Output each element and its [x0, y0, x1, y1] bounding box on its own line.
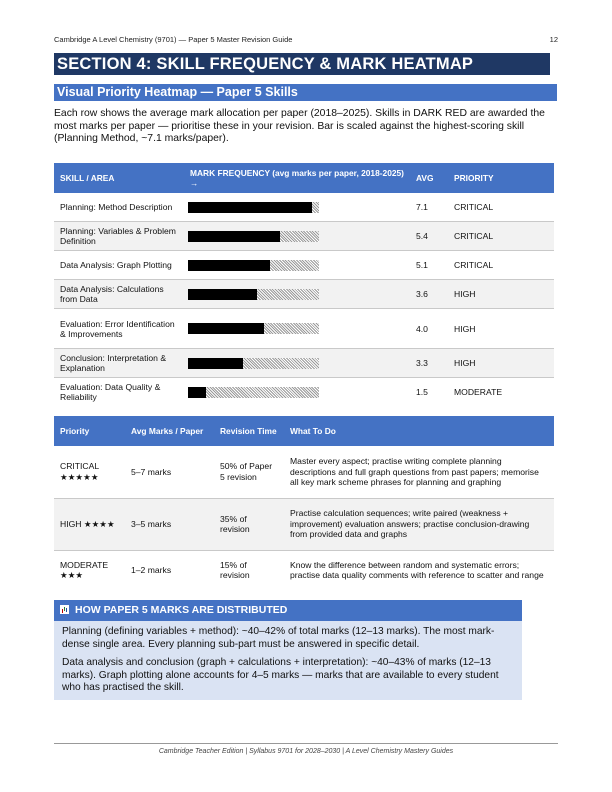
header-title: Cambridge A Level Chemistry (9701) — Paper 5 Master Revision Guide	[54, 35, 293, 44]
bar-remainder	[257, 289, 319, 300]
priority-label: CRITICAL	[448, 222, 554, 251]
footer-divider	[54, 743, 558, 744]
priority-row	[54, 550, 554, 590]
priority-label: CRITICAL	[448, 251, 554, 280]
avg-value: 1.5	[416, 387, 428, 397]
heatmap-row	[54, 349, 554, 378]
bar-fill	[188, 231, 280, 242]
bar-fill	[188, 323, 264, 334]
frequency-bar	[188, 260, 334, 271]
bar-chart-icon	[60, 605, 69, 614]
avg-marks: 3–5 marks	[125, 498, 214, 550]
heatmap-row	[54, 378, 554, 407]
frequency-bar	[188, 202, 334, 213]
revision-time: 15% of revision	[220, 559, 250, 581]
avg-value: 5.4	[410, 222, 448, 251]
frequency-bar	[188, 323, 334, 334]
revision-time: 35% of revision	[214, 498, 284, 550]
skill-heatmap-table	[54, 163, 554, 406]
skill-name: Evaluation: Error Identification & Improvements	[54, 309, 184, 349]
priority-header-row	[54, 416, 554, 446]
revision-time: 50% of Paper 5 revision	[214, 446, 284, 498]
frequency-bar	[188, 231, 334, 242]
heatmap-row	[54, 222, 554, 251]
bar-fill	[188, 358, 243, 369]
priority-row	[54, 446, 554, 498]
bar-remainder	[270, 260, 319, 271]
col-frequency: MARK FREQUENCY (avg marks per paper, 2018-2025) →	[184, 163, 410, 193]
page-footer: Cambridge Teacher Edition | Syllabus 9701 for 2028–2030 | A Level Chemistry Mastery Guides	[158, 748, 454, 755]
what-to-do: Practise calculation sequences; write paired (weakness + improvement) evaluation answers; practise conclusion-drawing from provided data and graphs	[284, 498, 554, 550]
avg-value: 3.6	[410, 280, 448, 309]
heatmap-row	[54, 280, 554, 309]
frequency-bar	[188, 358, 334, 369]
heatmap-row	[54, 251, 554, 280]
col-priority: PRIORITY	[448, 163, 554, 193]
distribution-box-header	[54, 600, 522, 621]
priority-label: MODERATE	[454, 387, 503, 397]
priority-label: HIGH	[448, 349, 554, 378]
priority-level: HIGH ★★★★	[54, 498, 125, 550]
bar-fill	[188, 260, 270, 271]
frequency-bar	[188, 289, 334, 300]
bar-remainder	[280, 231, 319, 242]
heatmap-row	[54, 193, 554, 222]
avg-value: 7.1	[410, 193, 448, 222]
col-skill: SKILL / AREA	[54, 163, 184, 193]
priority-level: CRITICAL ★★★★★	[54, 446, 125, 498]
avg-marks: 1–2 marks	[131, 565, 172, 575]
bar-fill	[188, 289, 257, 300]
intro-paragraph: Each row shows the average mark allocation per paper (2018–2025). Skills in DARK RED are awarded the most marks per paper — prioritise these in your revision. Bar is scaled against the highest-scoring skill (Planning Method, ~7.1 marks/paper).	[54, 108, 545, 144]
avg-value: 5.1	[410, 251, 448, 280]
priority-label: HIGH	[448, 280, 554, 309]
distribution-box-title: HOW PAPER 5 MARKS ARE DISTRIBUTED	[75, 604, 288, 616]
subsection-title: Visual Priority Heatmap — Paper 5 Skills	[54, 84, 557, 101]
marks-distribution-box	[54, 600, 522, 700]
skill-name: Planning: Method Description	[54, 193, 184, 222]
col-avg-marks: Avg Marks / Paper	[125, 416, 214, 446]
col-revision-time: Revision Time	[214, 416, 284, 446]
bar-remainder	[243, 358, 319, 369]
skill-name: Data Analysis: Graph Plotting	[54, 251, 184, 280]
skill-name: Conclusion: Interpretation & Explanation	[54, 349, 184, 378]
col-avg: AVG	[410, 163, 448, 193]
priority-level: MODERATE ★★★	[60, 559, 109, 581]
skill-name: Planning: Variables & Problem Definition	[54, 222, 184, 251]
heatmap-header-row	[54, 163, 554, 193]
distribution-paragraph: Data analysis and conclusion (graph + calculations + interpretation): ~40–43% of marks (12–13 marks). Graph plotting alone accounts for 4–5 marks — marks that are available to every student who has practised the skill.	[62, 657, 499, 693]
bar-remainder	[312, 202, 319, 213]
col-priority: Priority	[54, 416, 125, 446]
avg-value: 4.0	[410, 309, 448, 349]
section-title: SECTION 4: SKILL FREQUENCY & MARK HEATMAP	[54, 53, 550, 75]
bar-fill	[188, 202, 312, 213]
heatmap-row	[54, 309, 554, 349]
priority-guide-table	[54, 416, 554, 590]
distribution-paragraph: Planning (defining variables + method): ~40–42% of total marks (12–13 marks). The most mark-dense single area. Every planning sub-part must be answered in specific detail.	[62, 626, 495, 650]
priority-label: CRITICAL	[448, 193, 554, 222]
bar-remainder	[264, 323, 319, 334]
page-number: 12	[549, 35, 558, 44]
skill-name: Evaluation: Data Quality & Reliability	[60, 382, 161, 402]
avg-value: 3.3	[410, 349, 448, 378]
bar-fill	[188, 387, 206, 398]
page-header	[54, 35, 558, 44]
what-to-do: Master every aspect; practise writing complete planning descriptions and full graph questions from past papers; memorise all key mark scheme phrases for planning and graphing	[284, 446, 554, 498]
frequency-bar	[188, 387, 334, 398]
priority-row	[54, 498, 554, 550]
bar-remainder	[206, 387, 319, 398]
priority-label: HIGH	[448, 309, 554, 349]
col-what-to-do: What To Do	[284, 416, 554, 446]
avg-marks: 5–7 marks	[125, 446, 214, 498]
what-to-do: Know the difference between random and systematic errors; practise data quality comments with reference to scatter and range	[290, 559, 544, 581]
skill-name: Data Analysis: Calculations from Data	[54, 280, 184, 309]
